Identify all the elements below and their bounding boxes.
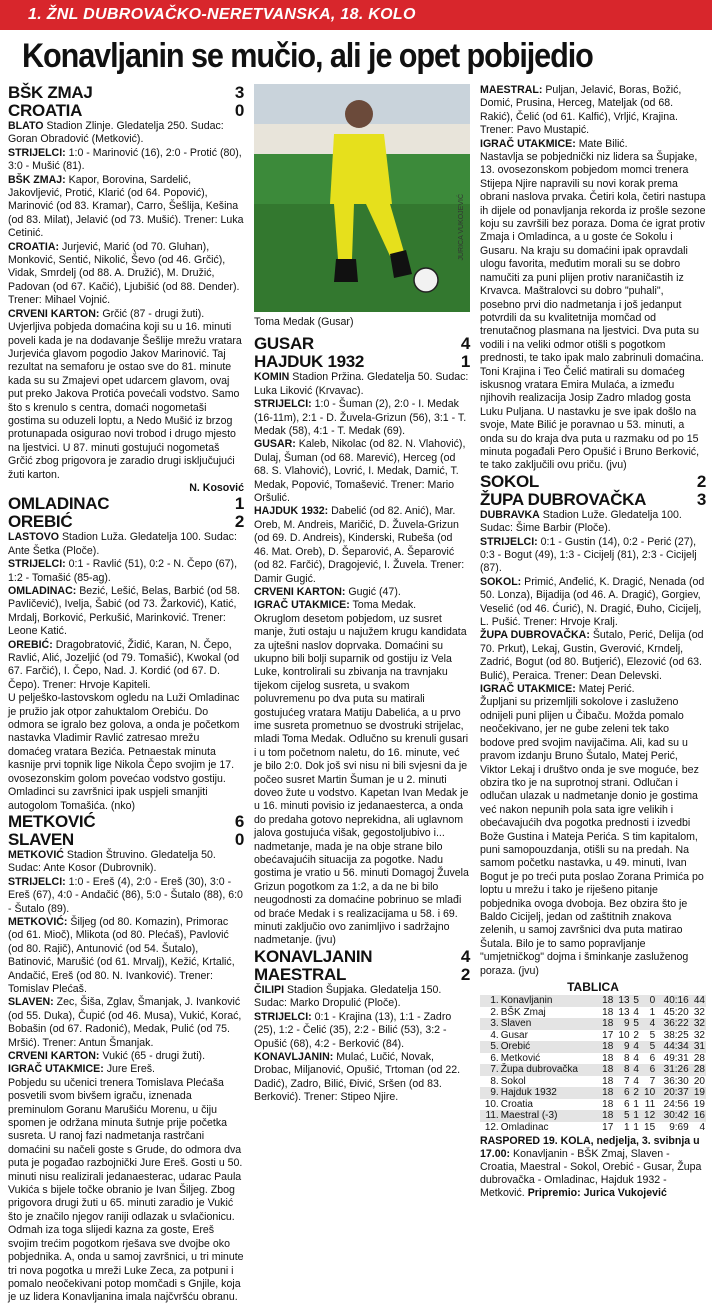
- away-team: MAESTRAL: [254, 964, 347, 984]
- home-team: METKOVIĆ: [8, 811, 96, 831]
- away-team: CROATIA: [8, 101, 83, 120]
- table-cell: 12.: [484, 1121, 499, 1133]
- score-line-away: [480, 491, 706, 509]
- red-card: [8, 1050, 244, 1063]
- home-lineup-label: BŠK ZMAJ:: [8, 173, 66, 186]
- score-line-home: [254, 948, 470, 966]
- red-card-label: CRVENI KARTON:: [8, 1050, 100, 1062]
- home-lineup: [8, 916, 244, 996]
- score-line-home: [8, 813, 244, 831]
- home-team: SOKOL: [480, 471, 539, 491]
- schedule-text: Konavljanin - BŠK Zmaj, Slaven - Croatia, Maestral - Sokol, Orebić - Gusar, Župa dubrovačka - Omladinac, Hajduk 1932 - Metković.: [480, 1148, 702, 1199]
- red-card-text: Gugić (47).: [348, 585, 401, 598]
- away-score: 0: [234, 101, 244, 120]
- player-of-match: [480, 683, 706, 696]
- table-row: [480, 1076, 706, 1088]
- team-name-cell: Hajduk 1932: [500, 1087, 598, 1099]
- table-cell: 17: [602, 1121, 614, 1133]
- table-row: [480, 995, 706, 1007]
- home-team: BŠK ZMAJ: [8, 83, 93, 102]
- table-cell: 4: [631, 1041, 640, 1053]
- table-cell: 45:20: [663, 1006, 689, 1018]
- team-name-cell: Sokol: [500, 1075, 526, 1087]
- away-lineup: [480, 84, 706, 138]
- match-report: [8, 813, 244, 1305]
- home-lineup-text: Kaleb, Nikolac (od 82. N. Vlahović), Dulaj, Šuman (od 68. Marević), Herceg (od 68. S. Vlahović), Lovrić, I. Medak, Damić, T. Medak, Popović, Tomašević. Trener: Mario Oršulić.: [254, 438, 466, 505]
- table-row: [480, 1053, 706, 1065]
- away-lineup: [8, 241, 244, 308]
- table-row: [480, 1122, 706, 1134]
- table-cell: 7.: [480, 1064, 500, 1076]
- table-cell: 9:69: [669, 1121, 689, 1133]
- report-body: Nastavlja se pobjednički niz lidera sa Šupjake, 13. ovosezonskom pobjedom momci trenera Stijepa Njire napravili su novi korak prema obrani naslova prvaka. Četiri kola, četiri nastupa ih dijele od ponavljanja rekorda iz prošle sezone koju su završili bez poraza. Doma će igrat protiv Zmaja i Omladinca, a u goste će Sokolu i Gusaru. Na kraju su domaćini ipak opravdali ulogu favorita, međutim morali su se dobro namučiti za puni plijen protiv naraničastih iz Krvavca. Maštralovci su dobro "puhali", posebno prvi dio nadmetanja i još jedanput potvrdili da su kvalitetnija momčad od trenutačnog plasmana na ljestvici. Dva puta su vodili i na veliki odmor otišli s pogotkom prednosti, te tako ipak malo zabrinuli domaćina. Toni Krajina i Teo Čelić matirali su domaćeg iskusnog vratara Emira Mulaća, a između njihovih realizacija Josip Zadro mladog gosta Luku Puljana. U nastavku je sve ipak došlo na svoje, Mate Bilić je poravnao u 53. minuti, a onda su do kraja dva puta u razmaku od po 15 minuta pogađali Pero Opušić i Bruno Berković, te tako zaključili ovu priču.: [480, 151, 706, 472]
- table-cell: 5: [640, 1041, 656, 1053]
- venue: [254, 371, 470, 398]
- table-cell: 18: [598, 1018, 614, 1030]
- table-cell: 3.: [480, 1018, 500, 1030]
- team-name-cell: Croatia: [500, 1098, 533, 1110]
- table-cell: 2.: [490, 1006, 499, 1018]
- table-cell: 20:37: [656, 1087, 690, 1099]
- table-row: [480, 1110, 706, 1122]
- scorers-label: STRIJELCI:: [8, 558, 66, 571]
- next-round-schedule: [480, 1135, 706, 1200]
- score-line-home: [254, 335, 470, 353]
- table-row: [480, 1018, 706, 1030]
- home-score: 6: [234, 811, 244, 831]
- away-team: SLAVEN: [8, 829, 74, 849]
- byline: (jvu): [606, 459, 627, 472]
- player-of-match-label: IGRAČ UTAKMICE:: [480, 137, 576, 150]
- venue: [480, 509, 706, 536]
- away-lineup-text: Dabelić (od 82. Anić), Mar. Oreb, M. Andreis, Maričić, D. Žuvela-Grizun (od 69. D. Andreis), Kinderski, Rubeša (od 46. Mat. Oreb), D. Šeparović, A. Šeparović (od 82. Farčić), Dragojević, I. Žuvela. Trener: Damir Gugić.: [254, 505, 465, 585]
- table-cell: 5: [614, 1110, 630, 1122]
- table-cell: 8: [623, 1052, 630, 1064]
- away-score: 0: [234, 829, 244, 849]
- match-report: [254, 335, 470, 947]
- match-report: [254, 948, 470, 1105]
- photo-caption: Toma Medak (Gusar): [254, 316, 354, 328]
- table-cell: 10.: [484, 1098, 499, 1110]
- venue-label: BLATO: [8, 120, 44, 132]
- away-lineup-text: Dragobratović, Židić, Karan, N. Čepo, Ravlić, Alić, Jozeljić (od 79. Tomašić), Kwokal (od 67. Farčić), I. Čepo, Nad. J. Kordić (od 67. D. Čepo). Trener: Hrvoje Kapiteli.: [8, 638, 240, 691]
- table-cell: 4: [640, 1018, 656, 1030]
- report-text: Pobjedu su učenici trenera Tomislava Plećaša posvetili svom bivšem igraču, iznenada preminulom Goranu Marušiću Morenu, u čiju spomen je održana minuta šutnje prije početka susreta. U ranoj fazi nadmetanja rastrčani domaćini su načeli goste s Grude, do odmora dva puta je pogađao razbojnički Jure Ereš. Gosti u 50. minuti nisu realizirali jedanaesterac, udarac Paula Vukića s bijele točke obranio je Ivan Šiljeg. Zbog prigovora drugi žuti u 65. minuti zaradio je Vukić što je značilo njegov raniji odlazak u svlačionicu. Odmah iza toga slijedi kazna za goste, Ereš svojim trećim pogotkom rješava sve dvojbe oko pobjednika. A, onda u samoj završnici, u tri minute tri nova pogotka u mreži Luke Zeca, za potpuni i pomalo neočekivani potop momčadi s Gnjile, koja je uz lidera Konavljanina imala najčvršću obranu.: [8, 1076, 244, 1304]
- player-of-match-text: Toma Medak.: [352, 599, 417, 612]
- table-cell: 7: [623, 1075, 630, 1087]
- away-lineup: [480, 629, 706, 683]
- venue-label: ČILIPI: [254, 983, 285, 996]
- table-cell: 0: [640, 995, 656, 1007]
- away-lineup-text: Šutalo, Perić, Delija (od 70. Prkut), Lekaj, Gustin, Gverović, Krndelj, Zadrić, Bogut (od 80. Butjerić), Elezović (od 63. Bulić), Peraica. Trener: Dean Delevski.: [480, 629, 704, 682]
- report-text: [254, 613, 470, 948]
- report-text: [8, 692, 244, 813]
- table-cell: 36:22: [656, 1018, 690, 1030]
- table-cell: 6: [614, 1087, 630, 1099]
- scorers-text: 1:0 - Marinović (16), 2:0 - Protić (80), 3:0 - Mušić (81).: [8, 146, 242, 173]
- scorers: [254, 1011, 470, 1051]
- table-cell: 18: [598, 1041, 614, 1053]
- away-lineup-text: Puljan, Jelavić, Boras, Božić, Domić, Prusina, Herceg, Mateljak (od 68. Rakić), Čelić (od 61. Kalfić), Vrljić, Krajina. Trener: Pavo Mustapić.: [480, 84, 682, 137]
- player-of-match-text: Matej Perić.: [578, 683, 635, 696]
- home-score: 2: [696, 471, 706, 491]
- scorers-label: STRIJELCI:: [254, 398, 312, 411]
- match-report: [480, 473, 706, 978]
- team-name-cell: Orebić: [500, 1041, 598, 1053]
- page-headline: Konavljanin se mučio, ali je opet pobijedio: [22, 37, 593, 75]
- table-cell: 1: [623, 1121, 630, 1133]
- table-cell: 13: [618, 1006, 630, 1018]
- player-of-match-text: Jure Ereš.: [106, 1063, 155, 1076]
- table-cell: 5: [631, 1018, 640, 1030]
- table-cell: 6: [623, 1098, 630, 1110]
- scorers-text: 0:1 - Krajina (13), 1:1 - Zadro (25), 1:2 - Čelić (35), 2:2 - Bilić (53), 3:2 - Opušić (68), 4:2 - Berković (84).: [254, 1010, 452, 1050]
- scorers-text: 1:0 - Ereš (4), 2:0 - Ereš (30), 3:0 - Ereš (67), 4:0 - Andačić (86), 5:0 - Šutalo (88), 6:0 - Šutalo (89).: [8, 875, 243, 915]
- home-lineup-text: Bezić, Lešić, Belas, Barbić (od 58. Pavličević), Ivelja, Šabić (od 73. Žarković), Katić, Mrdalj, Borković, Perkušić, Marinković. Trener: Leone Katić.: [8, 585, 240, 638]
- table-cell: 9: [614, 1041, 630, 1053]
- table-cell: 20: [693, 1075, 705, 1087]
- scorers-text: 0:1 - Ravlić (51), 0:2 - N. Čepo (67), 1:2 - Tomašić (85-ag).: [8, 558, 238, 584]
- team-name-cell: Metković: [500, 1052, 541, 1064]
- table-cell: 5.: [480, 1041, 500, 1053]
- table-cell: 6: [640, 1064, 656, 1076]
- away-score: 1: [460, 352, 470, 372]
- table-cell: 31:26: [656, 1064, 690, 1076]
- scorers: [8, 876, 244, 916]
- scorers: [480, 536, 706, 576]
- player-of-match-label: IGRAČ UTAKMICE:: [8, 1063, 104, 1076]
- score-line-home: [8, 495, 244, 513]
- table-cell: 18: [602, 1052, 614, 1064]
- table-row: [480, 1087, 706, 1099]
- table-cell: 11.: [480, 1110, 500, 1122]
- venue-text: Stadion Luža. Gledatelja 100. Sudac: Ante Šetka (Ploče).: [8, 531, 237, 557]
- table-cell: 12: [640, 1110, 656, 1122]
- table-cell: 18: [598, 1087, 614, 1099]
- table-cell: 10: [640, 1087, 656, 1099]
- table-cell: 18: [598, 1110, 614, 1122]
- table-cell: 30:42: [656, 1110, 690, 1122]
- table-cell: 4: [633, 1075, 639, 1087]
- table-cell: 6.: [490, 1052, 499, 1064]
- table-cell: 32: [693, 1029, 705, 1041]
- table-cell: 8: [614, 1064, 630, 1076]
- player-of-match: [8, 1063, 244, 1076]
- column-2: [254, 84, 470, 1196]
- venue-text: Stadion Šupjaka. Gledatelja 150. Sudac: Marko Dropulić (Ploče).: [254, 983, 442, 1010]
- table-cell: 8.: [490, 1075, 499, 1087]
- scorers: [8, 558, 244, 585]
- table-cell: 24:56: [663, 1098, 689, 1110]
- away-score: 2: [460, 964, 470, 984]
- report-body: U pelješko-lastovskom ogledu na Luži Omladinac je pružio jak otpor zahuktalom Orebiću. Do odmora se igralo bez golova, a onda je početkom nastavka Vladimir Ravlić zatresao mrežu domaćeg vratara Bezića. Petnaestak minuta kasnije prvi topnik lige Nikola Čepo svojim je 17. ovosezonskim golom povećao vodstvo gostiju. Omladinci su završnici ipak uspjeli smanjiti autogolom Tomašića.: [8, 692, 240, 812]
- table-cell: 2: [633, 1029, 639, 1041]
- table-cell: 11: [644, 1098, 656, 1110]
- schedule-label: RASPORED 19. KOLA, nedjelja, 3. svibnja u 17.00:: [480, 1135, 700, 1160]
- table-row: [480, 1030, 706, 1042]
- table-cell: 1: [631, 1110, 640, 1122]
- player-of-match: [254, 599, 470, 612]
- team-name-cell: Maestral (-3): [500, 1110, 598, 1122]
- byline: (jvu): [315, 934, 336, 947]
- table-cell: 19: [693, 1098, 705, 1110]
- home-score: 3: [234, 83, 244, 102]
- away-lineup-label: MAESTRAL:: [480, 84, 543, 96]
- table-cell: 4: [633, 1052, 639, 1064]
- table-row: [480, 1064, 706, 1076]
- home-lineup-label: OMLADINAC:: [8, 585, 77, 597]
- venue-label: LASTOVO: [8, 531, 60, 544]
- table-cell: 36:30: [663, 1075, 689, 1087]
- section-kicker: 1. ŽNL DUBROVAČKO-NERETVANSKA, 18. KOLO: [0, 0, 712, 30]
- table-cell: 31: [690, 1041, 706, 1053]
- team-name-cell: Konavljanin: [500, 995, 598, 1007]
- venue: [254, 984, 470, 1011]
- player-of-match-label: IGRAČ UTAKMICE:: [254, 599, 350, 612]
- score-line-away: [254, 353, 470, 371]
- table-cell: 32: [693, 1006, 705, 1018]
- team-name-cell: BŠK Zmaj: [500, 1006, 546, 1018]
- scorers-label: STRIJELCI:: [8, 146, 66, 159]
- away-lineup-label: HAJDUK 1932:: [254, 505, 329, 518]
- home-lineup-text: Kapor, Borovina, Sardelić, Jakovljević, Protić, Klarić (od 64. Popović), Marinović (od 83. Kramar), Carro, Šešlija, Kešina (od 83. Milat), Jelavić (od 73. Mušić). Trener: Luka Cetinić.: [8, 173, 244, 240]
- venue-label: KOMIN: [254, 371, 290, 384]
- table-cell: 44:34: [656, 1041, 690, 1053]
- venue-text: Stadion Zlinje. Gledatelja 250. Sudac: Goran Obradović (Metković).: [8, 120, 224, 146]
- venue: [8, 531, 244, 558]
- table-cell: 1.: [480, 995, 500, 1007]
- home-lineup-text: Šiljeg (od 80. Komazin), Primorac (od 61. Mioč), Mlikota (od 80. Plećaš), Pavlović (od 80. Rajič), Antunović (od 54. Šutalo), Batinović, Marušić (od 61. Mrvalj), Kežić, Krtalić, Andačić, Ereš (od 80. N. Ivanković). Trener: Tomislav Plećaš.: [8, 915, 235, 995]
- red-card-text: Vukić (65 - drugi žuti).: [102, 1050, 206, 1062]
- table-cell: 6: [649, 1052, 656, 1064]
- red-card-label: CRVENI KARTON:: [8, 307, 100, 320]
- scorers: [254, 398, 470, 438]
- venue-label: DUBRAVKA: [480, 508, 540, 521]
- table-row: [480, 1007, 706, 1019]
- away-lineup: [254, 505, 470, 585]
- table-cell: 18: [602, 1006, 614, 1018]
- prepared-by: Pripremio: Jurica Vukojević: [527, 1187, 667, 1199]
- table-cell: 9.: [480, 1087, 500, 1099]
- home-score: 4: [460, 946, 470, 966]
- red-card: [254, 586, 470, 599]
- away-lineup-text: Zec, Šiša, Zglav, Šmanjak, J. Ivanković (od 55. Duka), Čupić (od 46. Musa), Vukić, Korać, Bobašin (od 67. Radonić), Medak, Pulić (od 75. Mršić). Trener: Antun Šmanjak.: [8, 996, 242, 1049]
- table-cell: 1: [633, 1121, 639, 1133]
- home-team: OMLADINAC: [8, 494, 110, 514]
- away-lineup-label: ŽUPA DUBROVAČKA:: [480, 629, 590, 642]
- away-lineup-label: CROATIA:: [8, 240, 59, 253]
- red-card: [8, 308, 244, 321]
- table-cell: 18: [598, 1064, 614, 1076]
- report-body: Župljani su prizemljili sokolove i zasluženo odnijeli puni plijen u Čibaču. Možda pomalo neočekivano, jer ne gube zeleni tek tako bodove pred svojim navijačima. Ali, kad su u pravom izdanju Bruno Šutalo, Matej Perić, Viktor Lekaj i društvo onda je sve moguće, bez obzira tko je na suprotnoj strani. Odlučan i odlučan ulazak u nadmetanje donio je gostima već nakon nepunih pola sata igre velikih i obećavajućih dva pogotka prednosti i izvedbi Bože Gustina i Mateja Perića. S tim kapitalom, puni samopouzdanja, otišli su na predah. Na samom početku nastavka, u 49. minuti, Ivan Bogut je po treći puta poslao Zorana Primića po loptu u mrežu i tako je riješeno pitanje pobjednika ovoga dvoboja. Bez obzira što je Baldo Cicijelj, jedan od zaštitnih znakova zelenih, u samoj završnici dva puta matirao Šutala. Bilo je to samo popravljanje "umjetničkog" dojma i šminkanje zasluženog poraza.: [480, 696, 704, 977]
- venue-text: Stadion Luže. Gledatelja 100. Sudac: Šime Barbir (Ploče).: [480, 508, 682, 535]
- home-lineup-label: METKOVIĆ:: [8, 915, 68, 928]
- score-line-home: [480, 473, 706, 491]
- score-line-home: [8, 84, 244, 102]
- table-cell: 2: [631, 1087, 640, 1099]
- home-score: 4: [460, 334, 470, 354]
- team-name-cell: Slaven: [500, 1018, 598, 1030]
- away-score: 2: [234, 512, 244, 532]
- home-lineup: [8, 174, 244, 241]
- byline: N. Kosović: [189, 481, 244, 494]
- away-team: HAJDUK 1932: [254, 352, 365, 372]
- match-report: [8, 495, 244, 813]
- home-lineup-label: KONAVLJANIN:: [254, 1050, 334, 1063]
- report-text: [480, 151, 706, 473]
- table-cell: 5: [649, 1029, 656, 1041]
- table-cell: 4.: [490, 1029, 499, 1041]
- team-name-cell: Župa dubrovačka: [500, 1064, 598, 1076]
- scorers-text: 0:1 - Gustin (14), 0:2 - Perić (27), 0:3 - Bogut (49), 1:3 - Cicijelj (81), 2:3 - Cicijelj (87).: [480, 535, 697, 575]
- player-of-match-text: Mate Bilić.: [578, 137, 628, 150]
- table-cell: 4: [631, 1064, 640, 1076]
- table-cell: 18: [602, 1098, 614, 1110]
- home-lineup: [480, 576, 706, 630]
- table-cell: 18: [598, 995, 614, 1007]
- away-lineup: [8, 996, 244, 1050]
- home-lineup-label: GUSAR:: [254, 438, 296, 451]
- scorers-label: STRIJELCI:: [480, 535, 538, 548]
- table-cell: 28: [693, 1052, 705, 1064]
- player-photo: [254, 84, 470, 312]
- table-cell: 18: [602, 1075, 614, 1087]
- table-cell: 40:16: [656, 995, 690, 1007]
- away-lineup-label: OREBIĆ:: [8, 638, 53, 651]
- table-cell: 17: [602, 1029, 614, 1041]
- table-cell: 1: [633, 1098, 639, 1110]
- red-card-text: Grčić (87 - drugi žuti).: [102, 307, 205, 320]
- table-cell: 4: [699, 1121, 705, 1133]
- table-cell: 5: [631, 995, 640, 1007]
- photo-credit: JURICA VUKOJEVIĆ: [457, 194, 465, 261]
- byline: (nko): [110, 799, 136, 812]
- table-cell: 9: [614, 1018, 630, 1030]
- venue: [8, 120, 244, 147]
- byline: (jvu): [518, 964, 539, 977]
- standings-table: [480, 995, 706, 1133]
- home-lineup: [254, 1051, 470, 1105]
- player-of-match: [480, 138, 706, 151]
- away-team: ŽUPA DUBROVAČKA: [480, 489, 647, 509]
- away-lineup-label: SLAVEN:: [8, 996, 54, 1009]
- team-name-cell: Gusar: [500, 1029, 528, 1041]
- scorers-label: STRIJELCI:: [254, 1010, 312, 1023]
- table-row: [480, 1099, 706, 1111]
- table-cell: 1: [649, 1006, 656, 1018]
- away-lineup-text: Jurjević, Marić (od 70. Gluhan), Monković, Sentić, Nikolić, Ševo (od 46. Grčić), Vidak, Smrdelj (od 88. A. Družić), M. Družić, Padovan (od 67. Kačić), Ljubišić (od 88. Dender). Trener: Mihael Vojnić.: [8, 240, 240, 307]
- home-lineup: [254, 438, 470, 505]
- table-cell: 49:31: [663, 1052, 689, 1064]
- report-text: Uvjerljiva pobjeda domaćina koji su u 16. minuti poveli kada je na dodavanje Šešlije mrežu vratara Jurjevića glavom pogodio Jakov Marinović. Taj rezultat na semaforu je ostao sve do 81. minute kada su su Zmajevi opet udarcem glavom, ovaj put preko Jakova Protića povećali vodstvo. Samo što s krenulo s centra, domaći nogometaši gostima su oduzeli loptu, a Nedo Mušić iz brzog protunapada osigurao novi trobod i drugo mjesto na ljestvici. U 87. minuti gostujući nogometaš Grčić zbog prigovora je zaradio drugi isključujući žuti karton.: [8, 321, 242, 481]
- table-cell: 19: [690, 1087, 706, 1099]
- table-cell: 7: [649, 1075, 656, 1087]
- away-lineup: [8, 639, 244, 693]
- venue-text: Stadion Štruvino. Gledatelja 50. Sudac: Ante Kosor (Dubrovnik).: [8, 848, 216, 875]
- home-lineup: [8, 585, 244, 639]
- player-of-match-label: IGRAČ UTAKMICE:: [480, 683, 576, 696]
- table-cell: 13: [614, 995, 630, 1007]
- table-cell: 44: [690, 995, 706, 1007]
- venue-label: METKOVIĆ: [8, 848, 64, 861]
- home-lineup-label: SOKOL:: [480, 575, 522, 588]
- standings-title: TABLICA: [567, 980, 619, 994]
- table-cell: 28: [690, 1064, 706, 1076]
- column-3: [480, 84, 706, 1199]
- table-cell: 32: [690, 1018, 706, 1030]
- table-cell: 15: [644, 1121, 656, 1133]
- football-photo-illustration: [254, 84, 470, 312]
- table-row: [480, 1041, 706, 1053]
- column-1: [8, 83, 244, 1304]
- report-body: Okruglom desetom pobjedom, uz susret manje, žuti ostaju u najužem krugu kandidata za ujtešni naslov doprvaka. Domaćini su ukupno bili bolji suparnik od gostiju iz Vela Luke, kontrolirali su zbivanja na travnjaku tijekom cijelog susreta, u svakom poluvremenu po dva puta su matirali gostujućeg vratara Matiju Dabelića, a u prvo ime susreta prometnuo se dvostruki strijelac, mladi Toma Medak. Odlučno su krenuli gusari i u tom početnom naletu, do 16. minute, već je bilo 2:0. Dok još svi nisu ni bili svjesni da je počeo susret Martin Šuman je u 2. minuti doveo žute u vodstvo. Kapetan Ivan Medak je u 16. minuti povisio iz jedanaesterca, a onda do predaha gotovo neprekidna, ali uglavnom jalova gostujuća višak, gegostoljubivo i... nadmetanje, mada je na obje strane bilo obećavajućih situacija za pogotke. Nadu gostima je vratio u 56. minuti Domagoj Žuvela Grizun pogotkom za 1:2, a da ne bi bilo neugodnosti za domaćine pobrinuo se mlađi od braće Medak i s realizacijama u 58. i 69. minuti zaključio ovo zanimljivo i sadržajno nadmetanje.: [254, 612, 469, 947]
- home-score: 1: [234, 494, 244, 514]
- scorers-label: STRIJELCI:: [8, 875, 66, 888]
- table-cell: 38:25: [663, 1029, 689, 1041]
- venue: [8, 849, 244, 876]
- table-cell: 10: [618, 1029, 630, 1041]
- standings-body: [480, 995, 706, 1133]
- scorers-text: 1:0 - Šuman (2), 2:0 - I. Medak (16-11m), 2:1 - D. Žuvela-Grizun (56), 3:1 - T. Medak (58), 4:1 - T. Medak (69).: [254, 398, 467, 438]
- home-team: GUSAR: [254, 334, 314, 354]
- report-text: [480, 696, 706, 978]
- away-team: OREBIĆ: [8, 512, 73, 532]
- table-cell: 16: [690, 1110, 706, 1122]
- away-score: 3: [696, 489, 706, 509]
- home-team: KONAVLJANIN: [254, 946, 373, 966]
- red-card-label: CRVENI KARTON:: [254, 585, 346, 598]
- score-line-away: [254, 966, 470, 984]
- venue-text: Stadion Pržina. Gledatelja 50. Sudac: Luka Liković (Krvavac).: [254, 371, 469, 397]
- score-line-away: [8, 831, 244, 849]
- table-cell: 4: [633, 1006, 639, 1018]
- score-line-away: [8, 513, 244, 531]
- team-name-cell: Omladinac: [500, 1121, 549, 1133]
- home-lineup-text: Primić, Anđelić, K. Dragić, Nenada (od 50. Lonza), Bijadija (od 46. A. Dragić), Gorgiev, Veselić (od 46. Ćurić), N. Dragić, Đuho, Cicijelj, L. Pušić. Trener: Hrvoje Kralj.: [480, 575, 705, 629]
- home-lineup-text: Mulać, Lučić, Novak, Drobac, Miljanović, Opušić, Trtoman (od 22. Dadić), Zadro, Bilić, Đivić, Sršen (od 83. Berković). Trener: Stipeo Njire.: [254, 1050, 461, 1104]
- scorers: [8, 147, 244, 174]
- score-line-away: [8, 102, 244, 120]
- match-report: [8, 84, 244, 495]
